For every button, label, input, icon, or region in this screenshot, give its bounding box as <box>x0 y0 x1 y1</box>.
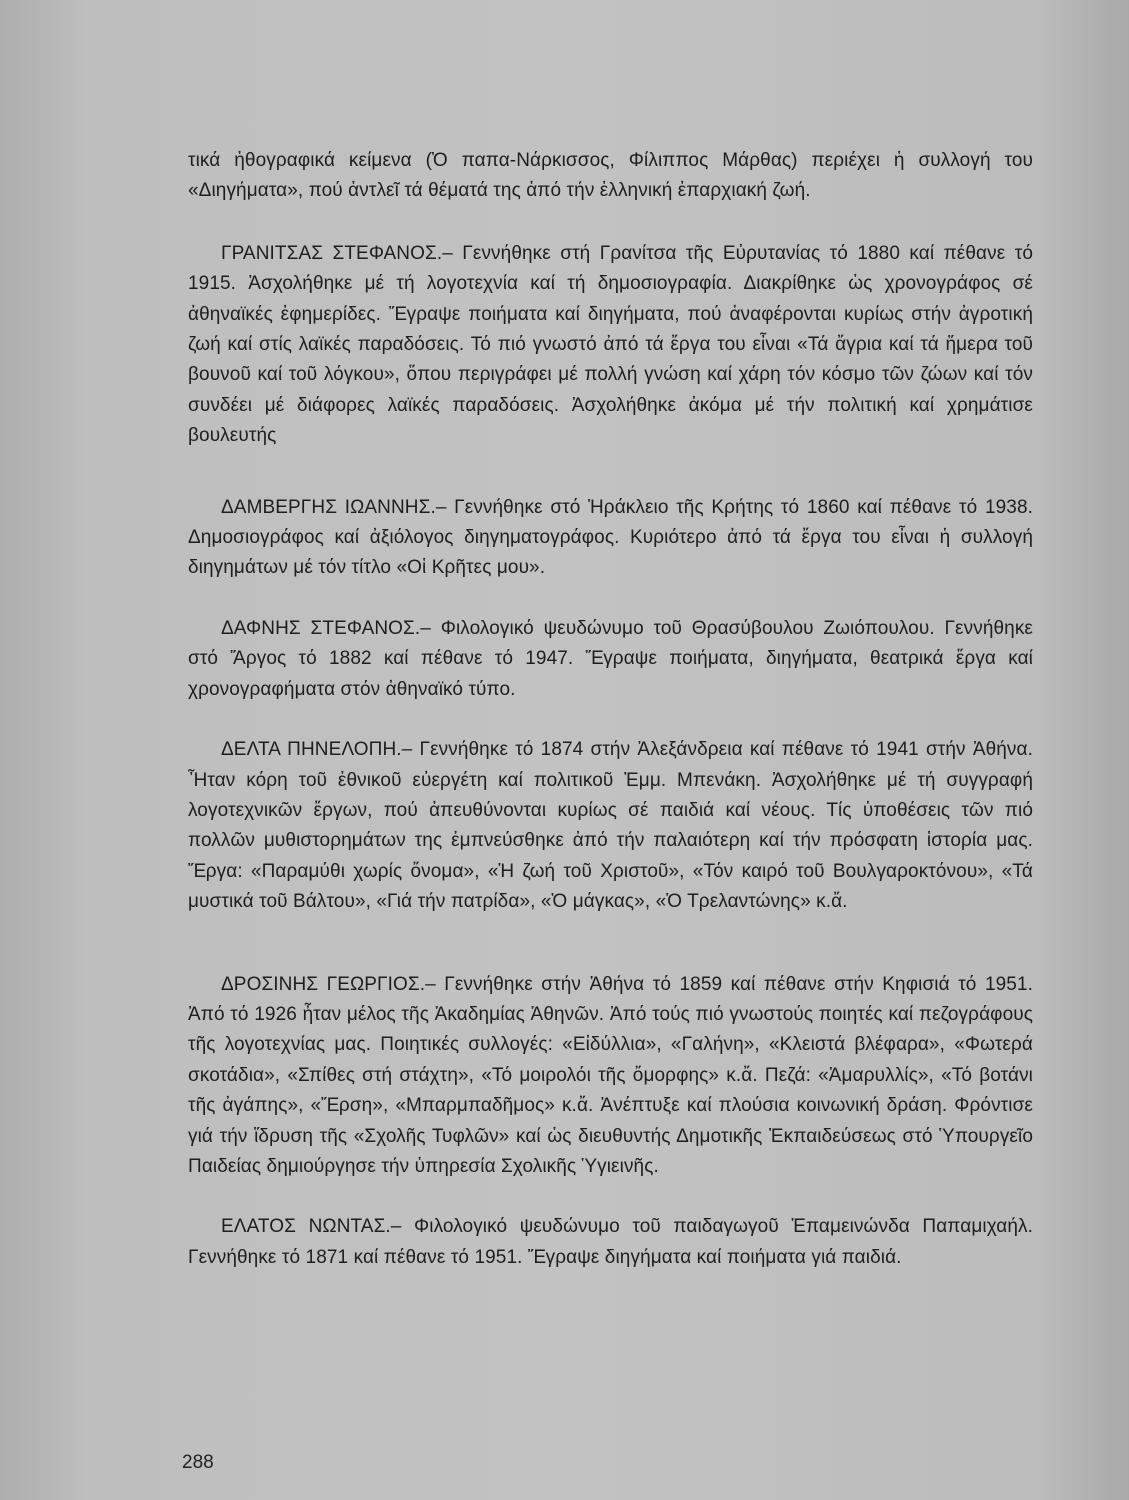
page-number: 288 <box>182 1452 214 1473</box>
entry-damvergis: ΔΑΜΒΕΡΓΗΣ ΙΩΑΝΝΗΣ.– Γεννήθηκε στό Ἡράκλειο τῆς Κρήτης τό 1860 καί πέθανε τό 1938. Δημοσιογράφος καί ἀξιόλογος διηγηματογράφος. Κυριότερο ἀπό τά ἔργα του εἶναι ἡ συλλογή διηγημάτων μέ τόν τίτλο «Οἱ Κρῆτες μου». <box>188 496 1033 579</box>
entry-granitsas: ΓΡΑΝΙΤΣΑΣ ΣΤΕΦΑΝΟΣ.– Γεννήθηκε στή Γρανίτσα τῆς Εὐρυτανίας τό 1880 καί πέθανε τό 1915. Ἀσχολήθηκε μέ τή λογοτεχνία καί τή δημοσιογραφία. Διακρίθηκε ὡς χρονογράφος σέ ἀθηναϊκές ἐφημερίδες. Ἔγραψε ποιήματα καί διηγήματα, πού ἀναφέρονται κυρίως στήν ἀγροτική ζωή καί στίς λαϊκές παραδόσεις. Τό πιό γνωστό ἀπό τά ἔργα του εἶναι «Τά ἄγρια καί τά ἥμερα τοῦ βουνοῦ καί τοῦ λόγκου», ὅπου περιγράφει μέ πολλή γνώση καί χάρη τόν κόσμο τῶν ζώων καί τόν συνδέει μέ διάφορες λαϊκές παραδόσεις. Ἀσχολήθηκε ἀκόμα μέ τήν πολιτική καί χρημάτισε βουλευτής <box>188 242 1033 447</box>
paragraph-continuation: τικά ἠθογραφικά κείμενα (Ὁ παπα-Νάρκισσος, Φίλιππος Μάρθας) περιέχει ἡ συλλογή του «Διηγήματα», πού ἀντλεῖ τά θέματά της ἀπό τήν ἑλληνική ἐπαρχιακή ζωή. <box>188 150 1033 202</box>
entry-delta: ΔΕΛΤΑ ΠΗΝΕΛΟΠΗ.– Γεννήθηκε τό 1874 στήν Ἀλεξάνδρεια καί πέθανε τό 1941 στήν Ἀθήνα. Ἦταν κόρη τοῦ ἐθνικοῦ εὐεργέτη καί πολιτικοῦ Ἐμμ. Μπενάκη. Ἀσχολήθηκε μέ τή συγγραφή λογοτεχνικῶν ἔργων, πού ἀπευθύνονται κυρίως σέ παιδιά καί νέους. Τίς ὑποθέσεις τῶν πιό πολλῶν μυθιστορημάτων της ἐμπνεύσθηκε ἀπό τήν παλαιότερη καί τήν πρόσφατη ἱστορία μας. Ἔργα: «Παραμύθι χωρίς ὄνομα», «Ἡ ζωή τοῦ Χριστοῦ», «Τόν καιρό τοῦ Βουλγαροκτόνου», «Τά μυστικά τοῦ Βάλτου», «Γιά τήν πατρίδα», «Ὁ μάγκας», «Ὁ Τρελαντώνης» κ.ἄ. <box>188 739 1033 913</box>
entry-drosinis: ΔΡΟΣΙΝΗΣ ΓΕΩΡΓΙΟΣ.– Γεννήθηκε στήν Ἀθήνα τό 1859 καί πέθανε στήν Κηφισιά τό 1951. Ἀπό τό 1926 ἦταν μέλος τῆς Ἀκαδημίας Ἀθηνῶν. Ἀπό τούς πιό γνωστούς ποιητές καί πεζογράφους τῆς λογοτεχνίας μας. Ποιητικές συλλογές: «Εἰδύλλια», «Γαλήνη», «Κλειστά βλέφαρα», «Φωτερά σκοτάδια», «Σπίθες στή στάχτη», «Τό μοιρολόι τῆς ὄμορφης» κ.ἄ. Πεζά: «Ἀμαρυλλίς», «Τό βοτάνι τῆς ἀγάπης», «Ἔρση», «Μπαρμπαδῆμος» κ.ἄ. Ἀνέπτυξε καί πλούσια κοινωνική δράση. Φρόντισε γιά τήν ἵδρυση τῆς «Σχολῆς Τυφλῶν» καί ὡς διευθυντής Δημοτικῆς Ἐκπαιδεύσεως στό Ὑπουργεῖο Παιδείας δημιούργησε τήν ὑπηρεσία Σχολικῆς Ὑγιεινῆς. <box>188 973 1033 1177</box>
body-text <box>188 146 1033 1314</box>
entry-dafnis: ΔΑΦΝΗΣ ΣΤΕΦΑΝΟΣ.– Φιλολογικό ψευδώνυμο τοῦ Θρασύβουλου Ζωιόπουλου. Γεννήθηκε στό Ἄργος τό 1882 καί πέθανε τό 1947. Ἔγραψε ποιήματα, διηγήματα, θεατρικά ἔργα καί χρονογραφήματα στόν ἀθηναϊκό τύπο. <box>188 617 1033 700</box>
entry-elatos: ΕΛΑΤΟΣ ΝΩΝΤΑΣ.– Φιλολογικό ψευδώνυμο τοῦ παιδαγωγοῦ Ἐπαμεινώνδα Παπαμιχαήλ. Γεννήθηκε τό 1871 καί πέθανε τό 1951. Ἔγραψε διηγήματα καί ποιήματα γιά παιδιά. <box>188 1216 1033 1268</box>
